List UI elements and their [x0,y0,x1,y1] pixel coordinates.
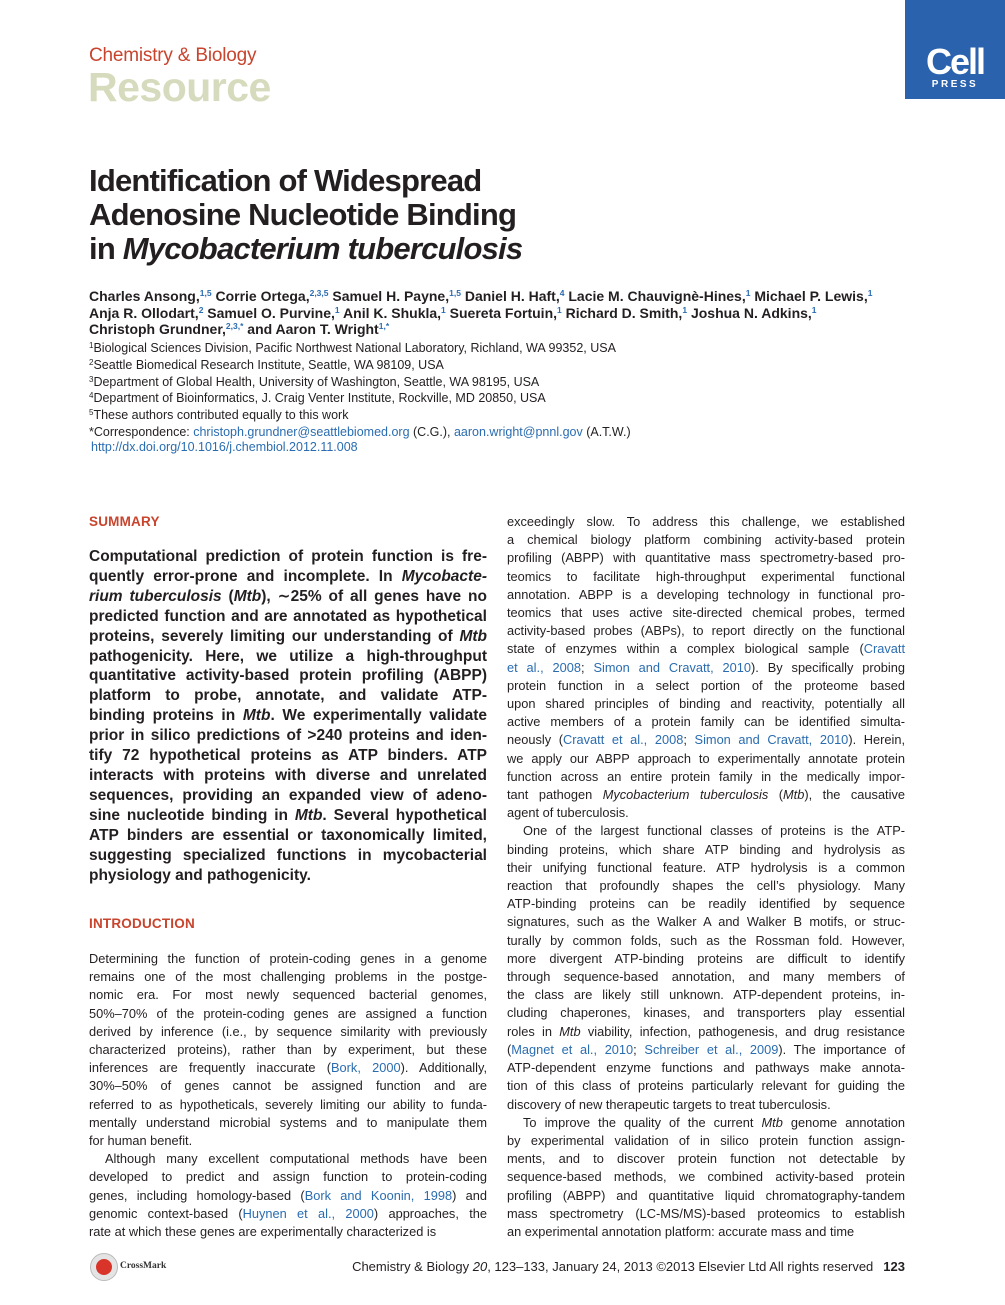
text-line [89,726,487,746]
text-run: for human benefit. [89,1133,193,1149]
text-line [507,604,905,622]
author-name: Corrie Ortega, [211,288,310,304]
text-line [507,640,905,658]
text-run: more divergent ATP-binding proteins are difficult to identify [507,950,905,966]
text-line [89,547,487,567]
text-run: mentally understand microbial systems and to manipulate them [89,1114,487,1130]
author-affiliation-marker[interactable]: 1 [334,304,340,315]
author-affiliation-marker[interactable]: 1 [811,304,817,315]
right-text-column [507,513,905,1241]
text-run: ), the causative [804,787,905,803]
text-run: . Several hypothetical [322,806,487,824]
author-line [89,305,909,322]
text-line [507,622,905,640]
text-line [89,627,487,647]
text-run: activity-based probes (ABPs), to report directly on the functional [507,623,905,639]
text-line [507,841,905,859]
crossmark-label: CrossMark [120,1261,167,1271]
text-line [89,986,487,1004]
doi-link[interactable]: http://dx.doi.org/10.1016/j.chembiol.2012.11.008 [91,440,358,454]
text-run: quently error-prone and incomplete. In [89,567,402,585]
paragraph [507,513,905,822]
correspondence-mid: (C.G.), [409,424,454,439]
text-line [89,746,487,766]
text-line [89,1096,487,1114]
text-run: nomic era. For most newly sequenced bacterial genomes, [89,987,487,1003]
text-run: 30%–50% of genes cannot be assigned function and are [89,1078,487,1094]
article-title [89,164,789,266]
author-affiliation-marker[interactable]: 1 [557,304,562,315]
text-line [89,968,487,986]
text-line [507,1168,905,1186]
text-run: ). Additionally, [400,1060,487,1076]
text-run: their unifying functional feature. ATP hydrolysis is a common [507,859,905,875]
text-line [507,1023,905,1041]
page-number: 123 [883,1259,905,1274]
citation-link[interactable]: Huynen et al., 2000 [242,1205,374,1221]
text-line [507,713,905,731]
text-run: 50%–70% of the protein-coding genes are assigned a function [89,1005,487,1021]
text-line [507,950,905,968]
introduction-heading: INTRODUCTION [89,916,195,931]
text-line [89,1187,487,1205]
title-line-2: Adenosine Nucleotide Binding [89,197,517,232]
text-line [507,1041,905,1059]
text-run: protein function in a select portion of the proteome based [507,677,905,693]
text-line [507,913,905,931]
crossmark-badge[interactable] [90,1253,170,1283]
text-run: Computational prediction of protein function is fre- [89,548,487,565]
citation-link[interactable]: Cravatt et al., 2008 [563,732,684,748]
text-line [507,1205,905,1223]
affiliation [89,340,909,357]
italic-run: Mycobacterium tuberculosis [602,787,769,803]
text-run: characterized proteins), rather than by experiment, but these [89,1042,487,1058]
text-run: ; [633,1041,645,1057]
text-line [507,804,905,822]
title-line-3 [89,232,789,266]
text-line [89,706,487,726]
text-run: turally by common folds, such as the Rossman fold. However, [507,932,905,948]
text-run: sequence-based methods, we combined activity-based protein [507,1169,905,1185]
text-line [89,1114,487,1132]
journal-name: Chemistry & Biology [89,45,257,66]
text-line [507,786,905,804]
author-name: Michael P. Lewis, [750,288,868,304]
text-line [89,1005,487,1023]
author-name: Anil K. Shukla, [339,304,442,321]
text-run: ; [683,732,695,748]
text-run: tion of this class of proteins particularly relevant for guiding the [507,1078,905,1094]
text-line [89,607,487,627]
affiliation [89,374,909,391]
author-affiliation-marker[interactable]: 1,5 [199,288,212,298]
affiliation-number: 5 [89,408,94,418]
text-line [89,1077,487,1095]
author-name: Samuel O. Purvine, [203,304,335,321]
logo-sub-text: PRESS [931,79,979,90]
text-run: we apply our ABPP approach to experimentally annotate protein [507,750,905,766]
author-name: Lacie M. Chauvignè-Hines, [564,288,746,304]
author-name: Joshua N. Adkins, [687,304,812,321]
text-run: genome annotation [782,1114,905,1130]
text-run: predicted function and are annotated as hypothetical [89,607,487,625]
text-line [89,950,487,968]
affiliation-list [89,340,909,441]
text-line [507,859,905,877]
affiliation-text: Department of Global Health, University of Washington, Seattle, WA 98195, USA [93,374,540,389]
paragraph [89,1150,487,1241]
text-line [89,1205,487,1223]
italic-run: rium tuberculosis [89,587,222,605]
text-line [507,586,905,604]
title-line-1: Identification of Widespread [89,163,482,198]
author-list [89,288,909,338]
text-line [507,568,905,586]
text-line [507,768,905,786]
text-line [507,513,905,531]
logo-main-text: Cell [925,41,985,82]
text-line [89,666,487,686]
text-line [89,826,487,846]
author-name: Charles Ansong, [89,288,200,304]
text-line [507,731,905,749]
text-line [89,766,487,786]
citation-link[interactable]: Cravatt [863,641,905,657]
text-line [507,932,905,950]
author-affiliation-marker[interactable]: 1 [867,288,873,298]
author-affiliation-marker[interactable]: 1,* [378,321,390,331]
text-run: One of the largest functional classes of proteins is the ATP- [523,823,905,839]
text-run: binding proteins, which share ATP binding and hydrolysis as [507,841,905,857]
author-affiliation-marker[interactable]: 1 [745,288,751,298]
text-run: sine nucleotide binding in [89,806,295,824]
affiliation-text: Biological Sciences Division, Pacific Northwest National Laboratory, Richland, WA 99352, USA [93,341,616,355]
text-run: ATP-binding proteins can be readily identified by sequence [507,896,905,912]
affiliation-text: Department of Bioinformatics, J. Craig Venter Institute, Rockville, MD 20850, USA [93,391,546,406]
citation-link[interactable]: Bork and Koonin, 1998 [304,1187,453,1203]
text-run: mass spectrometry (LC-MS/MS)-based proteomics to establish [507,1205,905,1221]
author-name: Anja R. Ollodart, [89,304,199,321]
citation-link[interactable]: Schreiber et al., 2009 [644,1041,779,1057]
affiliation-text: These authors contributed equally to this work [93,408,349,423]
italic-run: Mtb [559,1023,581,1039]
text-line [89,1150,487,1168]
author-affiliation-marker[interactable]: 2,3,5 [309,288,329,298]
text-run: suggesting specialized functions in mycobacterial [89,846,487,864]
text-run: viability, infection, pathogenesis, and drug resistance [580,1023,905,1039]
text-line [89,786,487,806]
text-run: platform to probe, annotate, and validate ATP- [89,687,487,705]
affiliation [89,390,909,407]
text-run: prior in silico predictions of >240 proteins and iden- [89,727,487,745]
text-run: state of enzymes within a complex biological sample ( [507,641,864,657]
author-affiliation-marker[interactable]: 4 [559,288,565,298]
text-run: ). Herein, [848,732,906,748]
text-run: ATP binders are essential or taxonomically limited, [89,826,487,844]
title-organism: Mycobacterium tuberculosis [122,231,523,266]
text-run: ), ∼25% of all genes have no [261,587,487,605]
text-line [507,750,905,768]
author-affiliation-marker[interactable]: 1,5 [449,288,461,298]
text-line [507,1223,905,1241]
text-run: discovery of new therapeutic targets to treat tuberculosis. [507,1096,831,1112]
text-run: annotation. ABPP is a developing technology in functional pro- [507,586,905,602]
citation-link[interactable]: et al., 2008 [507,659,581,675]
text-run: Although many excellent computational methods have been [105,1151,487,1167]
text-line [89,1223,487,1241]
introduction-column [89,950,487,1241]
text-run: developed to predict and assign function to protein-coding [89,1169,487,1185]
text-run: . We experimentally validate [270,707,487,725]
crossmark-icon [90,1253,118,1281]
italic-run: Mtb [782,787,805,803]
text-line [89,806,487,826]
paragraph [507,1114,905,1241]
text-line [507,1187,905,1205]
text-line [89,686,487,706]
text-run: teomics to facilitate high-throughput experimental functional [507,568,905,584]
text-run: ). By specifically probing [751,659,905,675]
text-line [507,877,905,895]
text-line [89,1023,487,1041]
citation-link[interactable]: Simon and Cravatt, 2010 [694,732,849,748]
text-line [507,1077,905,1095]
text-run: ). The importance of [778,1041,906,1057]
footer-volume: 20 [472,1259,488,1274]
text-run: derived by inference (i.e., by sequence similarity with previously [89,1023,487,1039]
author-affiliation-marker[interactable]: 2 [198,304,204,315]
text-line [89,846,487,866]
citation-link[interactable]: Magnet et al., 2010 [511,1041,634,1057]
text-line [89,647,487,667]
citation-link[interactable]: Bork, 2000 [331,1060,401,1076]
correspondence-suffix: (A.T.W.) [582,424,631,439]
title-line-3-prefix: in [89,231,123,266]
text-run: ATP-dependent enzyme functions and pathways make annota- [507,1060,905,1076]
text-run: profiling (ABPP) with quantitative mass spectrometry-based pro- [507,550,905,566]
text-line [507,549,905,567]
footer-citation-suffix: , 123–133, January 24, 2013 ©2013 Elsevier Ltd All rights reserved [487,1259,874,1274]
italic-run: Mtb [242,707,271,725]
text-run: tify 72 hypothetical proteins as ATP binders. ATP [89,747,487,765]
affiliation [89,357,909,374]
text-run: teomics that uses active site-directed chemical probes, termed [507,605,905,621]
text-run: ments, and to discover protein function not detectable by [507,1151,905,1167]
text-run: function across an entire protein family in the medically impor- [507,768,905,784]
affiliation-number: 4 [89,391,94,401]
text-line [507,677,905,695]
text-line [507,1059,905,1077]
text-run: pathogenicity. Here, we utilize a high-throughput [89,647,487,665]
author-affiliation-marker[interactable]: 2,3,* [225,321,244,331]
text-run: ( [507,1041,512,1057]
author-name: and Aaron T. Wright [243,321,379,337]
text-run: ; [581,659,594,675]
text-run: Determining the function of protein-coding genes in a genome [89,951,487,966]
text-run: ) and [452,1187,487,1203]
text-line [89,1041,487,1059]
text-run: ( [768,787,783,803]
text-line [89,1132,487,1150]
cell-press-logo [905,0,1005,99]
text-run: roles in [507,1023,560,1039]
italic-run: Mtb [233,587,262,605]
author-name: Suereta Fortuin, [445,304,558,321]
author-name: Christoph Grundner, [89,321,226,337]
text-line [507,1004,905,1022]
paragraph [507,822,905,1113]
text-run: inferences are frequently inaccurate ( [89,1060,332,1076]
text-line [507,659,905,677]
italic-run: Mtb [459,627,487,645]
affiliation-text: Seattle Biomedical Research Institute, Seattle, WA 98109, USA [93,357,444,372]
italic-run: Mtb [761,1114,783,1130]
text-line [507,1132,905,1150]
text-run: cluding chaperones, kinases, and transporters play essential [507,1005,905,1021]
text-line [507,822,905,840]
text-line [89,567,487,587]
text-run: reaction that profoundly shapes the cell’s physiology. Many [507,878,905,894]
text-line [507,1150,905,1168]
text-run: a chemical biology platform combining activity-based protein [507,532,905,548]
author-name: Richard D. Smith, [561,304,683,321]
text-run: profiling (ABPP) and quantitative liquid chromatography-tandem [507,1187,905,1203]
text-line [507,986,905,1004]
text-run: physiology and pathogenicity. [89,866,311,884]
text-run: sequences, providing an expanded view of adeno- [89,786,487,804]
text-line [507,1096,905,1114]
text-run: neously ( [507,732,563,748]
text-run: To improve the quality of the current [523,1114,762,1130]
text-run: interacts with proteins with diverse and unrelated [89,766,487,784]
text-run: upon shared principles of binding and reactivity, potentially all [507,696,905,712]
text-line [507,1114,905,1132]
text-line [89,587,487,607]
text-run: remains one of the most challenging problems in the postge- [89,969,487,985]
author-affiliation-marker[interactable]: 1 [441,304,446,315]
text-run: ( [221,587,234,605]
article-type: Resource [88,64,271,110]
text-line [89,866,487,886]
text-line [89,1059,487,1077]
author-affiliation-marker[interactable]: 1 [682,304,688,315]
text-run: active members of a protein family can be identified simulta- [507,714,905,730]
text-run: the class are likely still unknown. ATP-dependent proteins, in- [507,987,905,1003]
correspondence-email-2[interactable]: aaron.wright@pnnl.gov [453,424,583,439]
correspondence-prefix: *Correspondence: [89,424,194,439]
text-run: genes, including homology-based ( [89,1187,305,1203]
text-run: binding proteins in [89,707,243,725]
correspondence-email-1[interactable]: christoph.grundner@seattlebiomed.org [193,424,410,439]
text-line [89,1168,487,1186]
paragraph [89,950,487,1150]
citation-link[interactable]: Simon and Cravatt, 2010 [593,659,752,675]
text-run: tant pathogen [507,787,603,803]
affiliation-number: 3 [89,374,94,384]
footer-citation-prefix: Chemistry & Biology [352,1259,473,1274]
affiliation [89,407,909,424]
italic-run: Mycobacte- [401,567,487,585]
text-line [507,895,905,913]
text-run: agent of tuberculosis. [507,805,629,821]
text-run: through sequence-based annotation, and many members of [507,969,905,985]
author-name: Samuel H. Payne, [328,288,450,304]
text-run: by experimental validation of in silico protein function assign- [507,1132,905,1148]
summary-text [89,547,487,885]
text-run: referred to as hypotheticals, severely limiting our ability to funda- [89,1096,487,1112]
italic-run: Mtb [294,806,323,824]
text-run: genomic context-based ( [89,1205,243,1221]
text-run: an experimental annotation platform: accurate mass and time [507,1223,855,1239]
text-line [507,968,905,986]
affiliation-number: 1 [89,341,94,350]
text-line [507,695,905,713]
author-name: Daniel H. Haft, [460,288,560,304]
page-footer [352,1259,905,1274]
text-run: proteins, severely limiting our understanding of [89,627,460,645]
text-run: ) approaches, the [373,1205,487,1221]
text-run: rate at which these genes are experimentally characterized is [89,1224,437,1240]
text-line [507,531,905,549]
text-run: quantitative activity-based protein profiling (ABPP) [89,667,487,685]
author-line [89,321,909,338]
affiliation-number: 2 [89,357,94,367]
text-run: exceedingly slow. To address this challenge, we established [507,514,905,529]
author-line [89,288,909,305]
text-run: signatures, such as the Walker A and Walker B motifs, or struc- [507,914,905,930]
summary-heading: SUMMARY [89,514,160,529]
